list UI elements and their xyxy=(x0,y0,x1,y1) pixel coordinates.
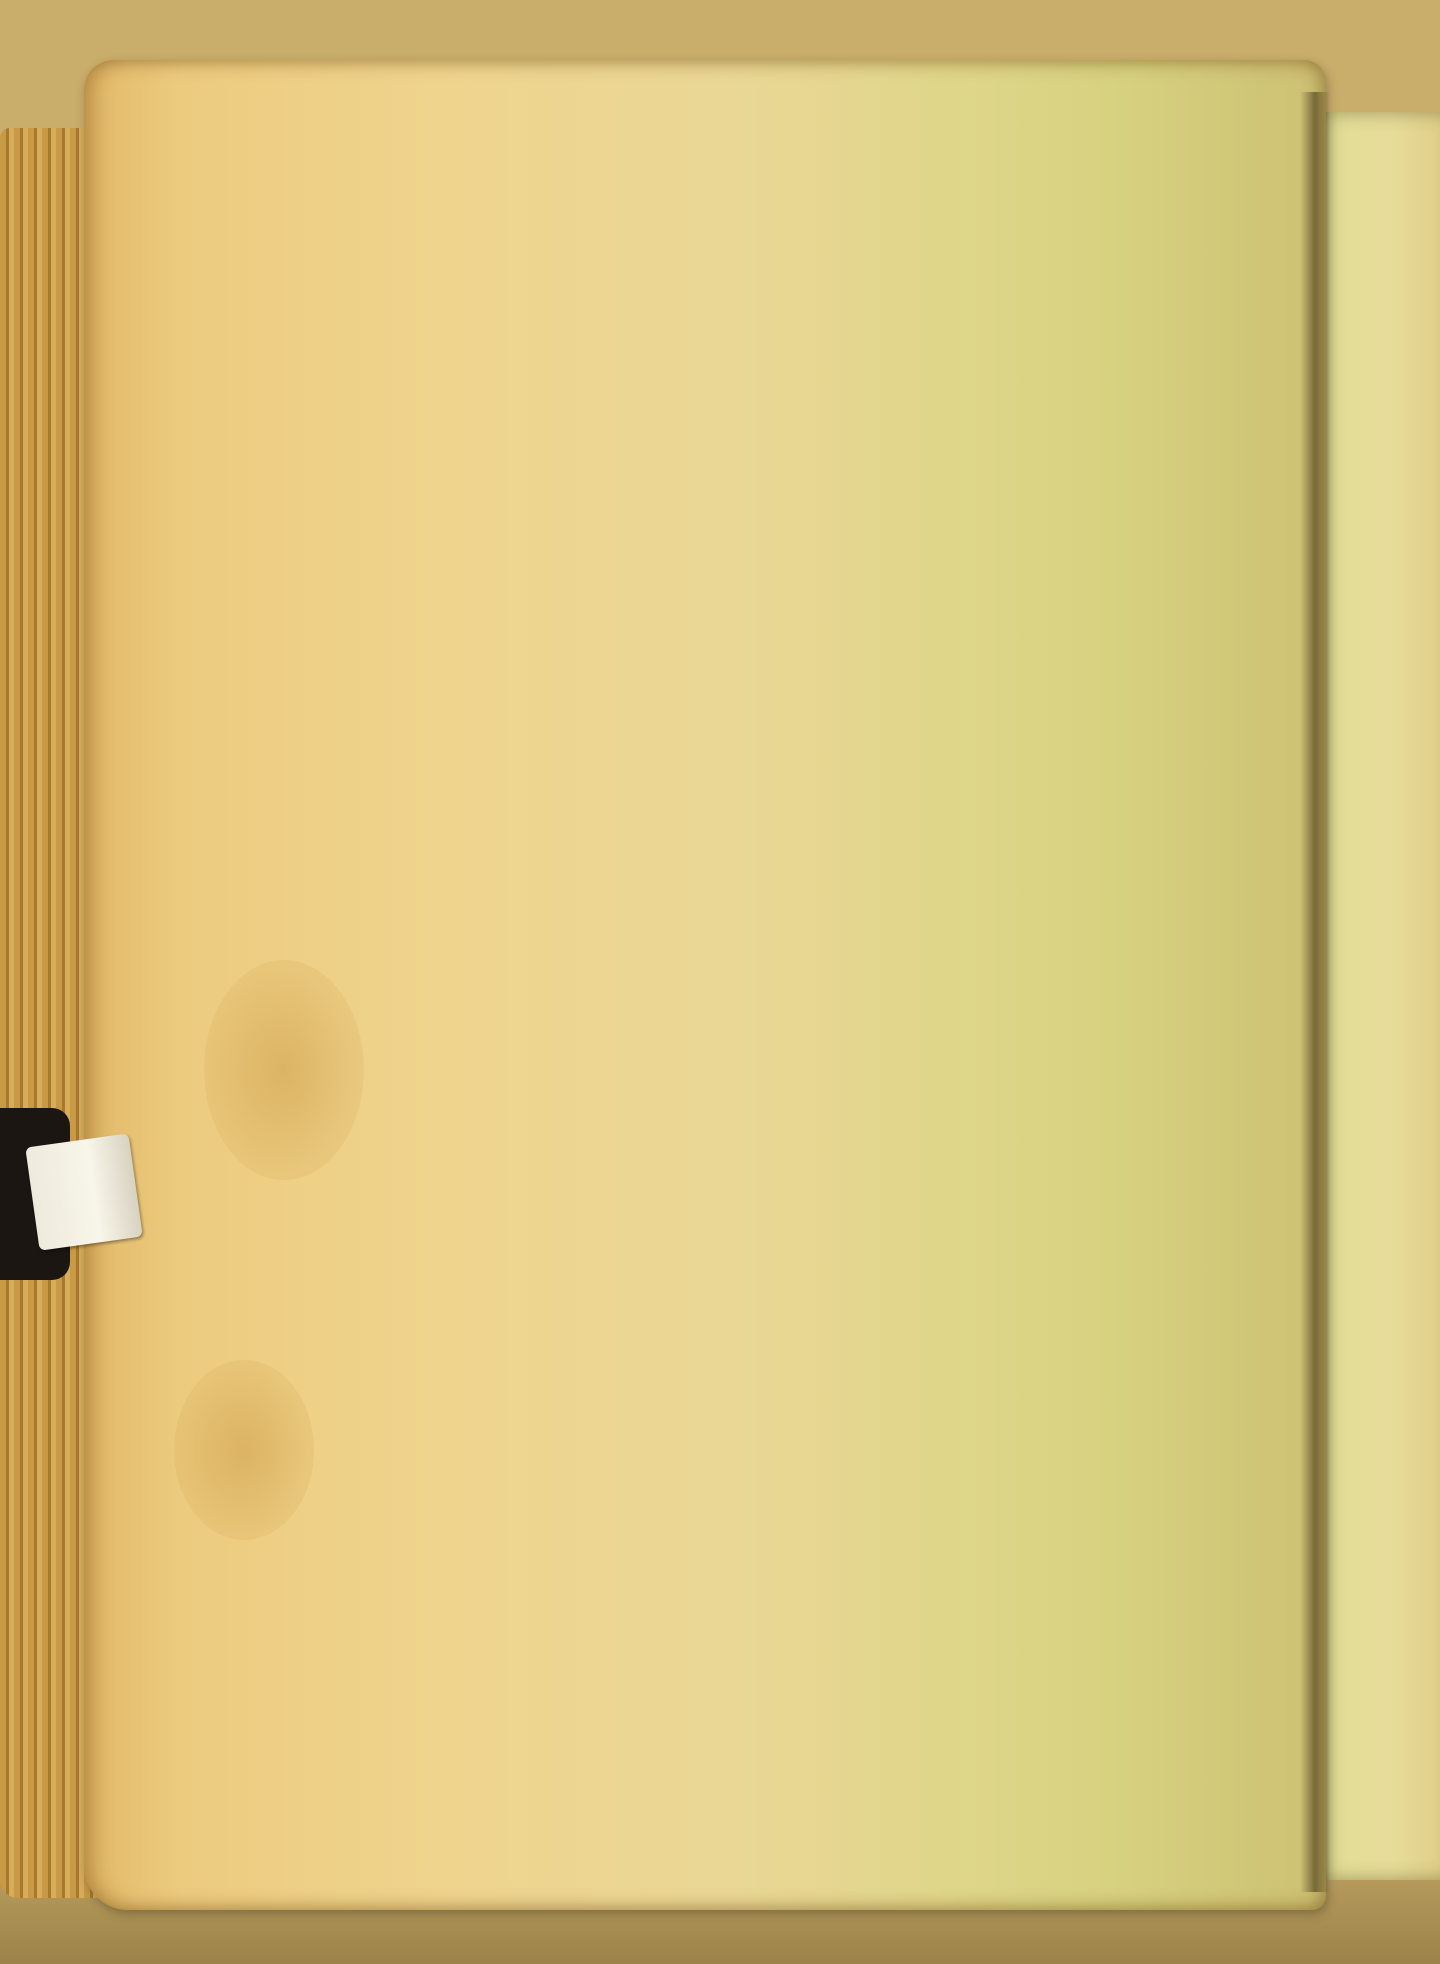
book-gutter xyxy=(1300,92,1330,1892)
verse-line xyxy=(290,265,1320,306)
paper-stain xyxy=(174,1360,314,1540)
dropcap-block xyxy=(290,224,1320,306)
page-text xyxy=(290,112,1320,306)
scene-heading xyxy=(290,112,1320,224)
left-page xyxy=(84,60,1326,1910)
paper-stain xyxy=(204,960,364,1180)
right-page xyxy=(1312,112,1440,1880)
verse-line xyxy=(290,224,1320,265)
bookmark-ribbon xyxy=(25,1133,142,1250)
